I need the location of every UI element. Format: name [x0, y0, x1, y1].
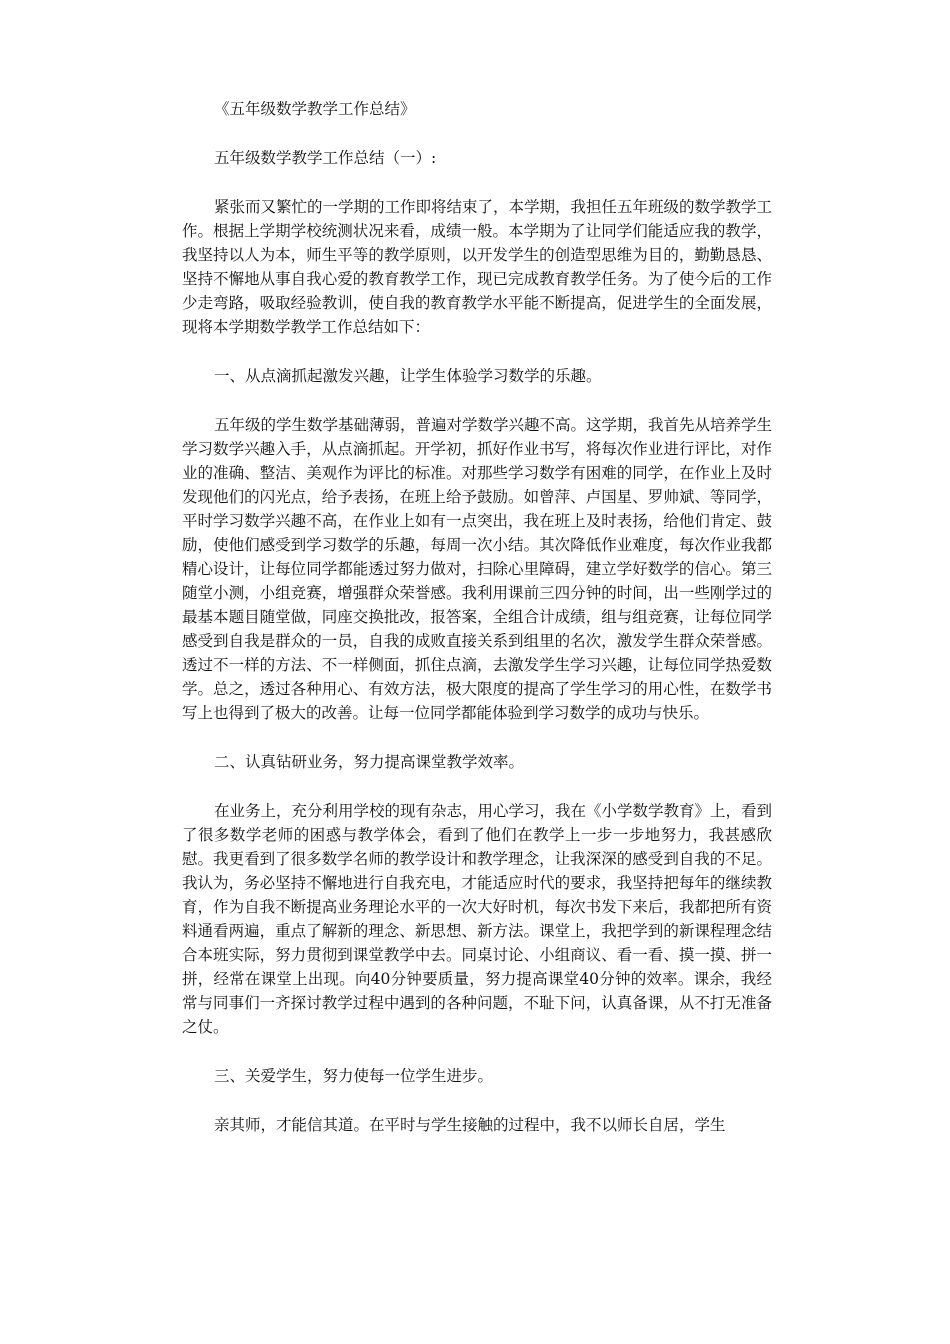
section-2-heading: 二、认真钻研业务，努力提高课堂教学效率。 — [214, 753, 525, 771]
section-1-paragraph: 五年级的学生数学基础薄弱，普遍对学数学兴趣不高。这学期，我首先从培养学生学习数学兴趣入手，从点滴抓起。开学初，抓好作业书写，将每次作业进行评比，对作业的准确、整洁、美观作为评比的标准。对那些学习数学有困难的同学，在作业上及时发现他们的闪光点，给予表扬，在班上给予鼓励。如曾萍、卢国星、罗帅斌、等同学，平时学习数学兴趣不高，在作业上如有一点突出，我在班上及时表扬，给他们肯定、鼓励，使他们感受到学习数学的乐趣，每周一次小结。其次降低作业难度，每次作业我都精心设计，让每位同学都能透过努力做对，扫除心里障碍，建立学好数学的信心。第三随堂小测，小组竞赛，增强群众荣誉感。我利用课前三四分钟的时间，出一些刚学过的最基本题目随堂做，同座交换批改，报答案，全组合计成绩，组与组竞赛，让每位同学感受到自我是群众的一员，自我的成败直接关系到组里的名次，激发学生群众荣誉感。透过不一样的方法、不一样侧面，抓住点滴，去激发学生学习兴趣，让每位同学热爱数学。总之，透过各种用心、有效方法，极大限度的提高了学生学习的用心性，在数学书写上也得到了极大的改善。让每一位同学都能体验到学习数学的成功与快乐。 — [182, 416, 773, 722]
section-3-paragraph: 亲其师，才能信其道。在平时与学生接触的过程中，我不以师长自居，学生 — [214, 1116, 726, 1134]
document-subtitle: 五年级数学教学工作总结（一）: — [214, 149, 437, 167]
document-title: 《五年级数学教学工作总结》 — [214, 100, 416, 118]
section-3-heading: 三、关爱学生，努力使每一位学生进步。 — [214, 1067, 494, 1085]
document-body — [182, 97, 772, 1137]
section-1-heading: 一、从点滴抓起激发兴趣，让学生体验学习数学的乐趣。 — [214, 367, 602, 385]
section-2-paragraph: 在业务上，充分利用学校的现有杂志，用心学习，我在《小学数学教育》上，看到了很多数学老师的困惑与教学体会，看到了他们在教学上一步一步地努力，我甚感欣慰。我更看到了很多数学名师的教学设计和教学理念，让我深深的感受到自我的不足。我认为，务必坚持不懈地进行自我充电，才能适应时代的要求，我坚持把每年的继续教育，作为自我不断提高业务理论水平的一次大好时机，每次书发下来后，我都把所有资料通看两遍，重点了解新的理念、新思想、新方法。课堂上，我把学到的新课程理念结合本班实际，努力贯彻到课堂教学中去。同桌讨论、小组商议、看一看、摸一摸、拼一拼，经常在课堂上出现。向40分钟要质量，努力提高课堂40分钟的效率。课余，我经常与同事们一齐探讨教学过程中遇到的各种问题，不耻下问，认真备课，从不打无准备之仗。 — [182, 802, 773, 1036]
intro-paragraph: 紧张而又繁忙的一学期的工作即将结束了，本学期，我担任五年班级的数学教学工作。根据上学期学校统测状况来看，成绩一般。本学期为了让同学们能适应我的教学，我坚持以人为本，师生平等的教学原则，以开发学生的创造型思维为目的，勤勤恳恳、坚持不懈地从事自我心爱的教育教学工作，现已完成教育教学任务。为了使今后的工作少走弯路，吸取经验教训，使自我的教育教学水平能不断提高，促进学生的全面发展，现将本学期数学教学工作总结如下： — [182, 198, 773, 336]
